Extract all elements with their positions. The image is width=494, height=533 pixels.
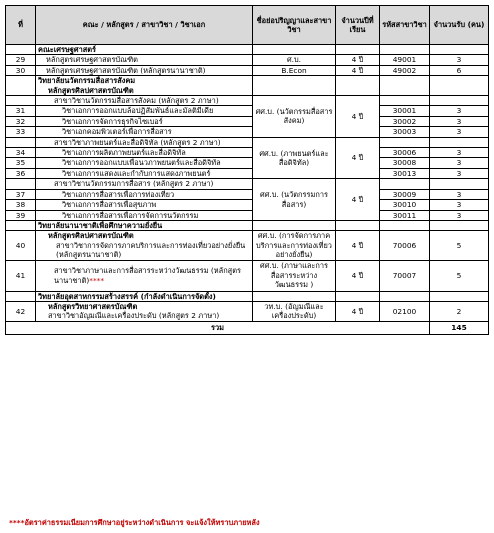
header-degree: ชื่อย่อปริญญาและสาขาวิชา [253,6,336,45]
years: 4 ปี [336,55,380,65]
table-row [6,231,489,260]
major-title: สาขาวิชานวัตกรรมสื่อสารสังคม (หลักสูตร 2 ภาษา) [36,96,253,106]
faculty-row-economics [6,45,489,55]
faculty-row-intl [6,220,489,230]
code: 30008 [380,158,430,168]
degree: ศศ.บ. (นวัตกรรมการสื่อสาร) [253,179,336,221]
table-row [6,260,489,291]
table-row [6,148,489,158]
table-row [6,158,489,168]
total-label: รวม [6,321,430,334]
footnote: ****อัตราค่าธรรมเนียมการศึกษาอยู่ระหว่างดำเนินการ จะแจ้งให้ทราบภายหลัง [9,518,260,527]
major-name: สาขาวิชาการจัดการภาคบริการและการท่องเที่ยวอย่างยั่งยืน (หลักสูตรนานาชาติ) [56,240,246,260]
years: 4 ปี [336,179,380,221]
degree: ศศ.บ. (นวัตกรรมสื่อสารสังคม) [253,96,336,138]
code: 30006 [380,148,430,158]
row-no: 29 [6,55,36,65]
seats: 5 [430,260,489,291]
years: 4 ปี [336,260,380,291]
faculty-name: วิทยาลัยนานาชาติเพื่อศึกษาความยั่งยืน [36,220,253,230]
code: 30002 [380,116,430,126]
minor-name: วิชาเอกการผลิตภาพยนตร์และสื่อดิจิทัล [36,148,253,158]
faculty-row-creative [6,291,489,301]
program-name: หลักสูตรศิลปศาสตรบัณฑิต [48,85,134,95]
footnote-marker: **** [89,275,105,285]
table-row [6,168,489,178]
total-row [6,321,489,334]
code: 49002 [380,65,430,75]
row-no: 40 [6,231,36,260]
program-name: หลักสูตรศิลปศาสตรบัณฑิต [48,231,134,241]
code: 30011 [380,210,430,220]
row-no: 36 [6,168,36,178]
code: 30010 [380,200,430,210]
header-program: คณะ / หลักสูตร / สาขาวิชา / วิชาเอก [36,6,253,45]
seats: 2 [430,301,489,321]
header-seats: จำนวนรับ (คน) [430,6,489,45]
major-name: สาขาวิชาอัญมณีและเครื่องประดับ (หลักสูตร 2 ภาษา) [48,311,220,321]
code: 70006 [380,231,430,260]
row-no: 34 [6,148,36,158]
minor-name: วิชาเอกการสื่อสารเพื่อสุขภาพ [36,200,253,210]
seats: 3 [430,106,489,116]
table-row [6,55,489,65]
row-no: 38 [6,200,36,210]
table-row [6,106,489,116]
major-title: สาขาวิชานวัตกรรมการสื่อสาร (หลักสูตร 2 ภาษา) [36,179,253,189]
subgroup-title-row [6,96,489,106]
total-value: 145 [430,321,489,334]
code: 30003 [380,127,430,137]
row-no: 41 [6,260,36,291]
code: 02100 [380,301,430,321]
table-row [6,127,489,137]
minor-name: วิชาเอกการสื่อสารเพื่อการท่องเที่ยว [36,189,253,199]
row-no: 32 [6,116,36,126]
row-no: 33 [6,127,36,137]
header-years: จำนวนปีที่เรียน [336,6,380,45]
degree: ศ.บ. [253,55,336,65]
admission-table [5,5,489,335]
years: 4 ปี [336,231,380,260]
minor-name: วิชาเอกการจัดการธุรกิจไซเบอร์ [36,116,253,126]
years: 4 ปี [336,301,380,321]
code: 30001 [380,106,430,116]
program-name: หลักสูตรเศรษฐศาสตรบัณฑิต [36,55,253,65]
table-row [6,200,489,210]
degree: ศศ.บ. (ภาษาและการสื่อสารระหว่างวัฒนธรรม ) [253,260,336,291]
code: 49001 [380,55,430,65]
major-name: สาขาวิชาภาษาและการสื่อสารระหว่างวัฒนธรรม (หลักสูตรนานาชาติ) [54,266,241,285]
table-row [6,301,489,321]
seats: 3 [430,210,489,220]
seats: 6 [430,65,489,75]
seats: 3 [430,127,489,137]
minor-name: วิชาเอกการสื่อสารเพื่อการจัดการนวัตกรรม [36,210,253,220]
program-name: หลักสูตรเศรษฐศาสตรบัณฑิต (หลักสูตรนานาชาติ) [36,65,253,75]
row-no: 39 [6,210,36,220]
degree: B.Econ [253,65,336,75]
seats: 5 [430,231,489,260]
code: 70007 [380,260,430,291]
seats: 3 [430,158,489,168]
code: 30009 [380,189,430,199]
table-row [6,189,489,199]
degree: ศศ.บ. (การจัดการภาคบริการและการท่องเที่ยวอย่างยั่งยืน) [253,231,336,260]
row-no: 42 [6,301,36,321]
minor-name: วิชาเอกคอมพิวเตอร์เพื่อการสื่อสาร [36,127,253,137]
seats: 3 [430,148,489,158]
years: 4 ปี [336,96,380,138]
faculty-row-comm [6,76,489,96]
faculty-name: คณะเศรษฐศาสตร์ [36,45,253,55]
minor-name: วิชาเอกการออกแบบล้อปฏิสัมพันธ์และมัลติมีเดีย [36,106,253,116]
table-row [6,210,489,220]
seats: 3 [430,116,489,126]
faculty-name: วิทยาลัยอุตสาหกรรมสร้างสรรค์ (กำลังดำเนินการจัดตั้ง) [36,291,253,301]
years: 4 ปี [336,65,380,75]
admission-table-sheet [5,5,488,335]
header-no: ที่ [6,6,36,45]
subgroup-title-row [6,179,489,189]
row-no: 31 [6,106,36,116]
table-header-row [6,6,489,45]
minor-name: วิชาเอกการออกแบบเพื่อนวภาพยนตร์และสื่อดิจิทัล [36,158,253,168]
table-row [6,65,489,75]
code: 30013 [380,168,430,178]
seats: 3 [430,189,489,199]
degree: ศศ.บ. (ภาพยนตร์และสื่อดิจิทัล) [253,137,336,179]
degree: วท.บ. (อัญมณีและเครื่องประดับ) [253,301,336,321]
minor-name: วิชาเอกการแสดงและกำกับการแสดงภาพยนตร์ [36,168,253,178]
subgroup-title-row [6,137,489,147]
program-name: หลักสูตรวิทยาศาสตรบัณฑิต [48,301,138,311]
years: 4 ปี [336,137,380,179]
major-title: สาขาวิชาภาพยนตร์และสื่อดิจิทัล (หลักสูตร 2 ภาษา) [36,137,253,147]
seats: 3 [430,168,489,178]
seats: 3 [430,200,489,210]
seats: 3 [430,55,489,65]
faculty-name: วิทยาลัยนวัตกรรมสื่อสารสังคม [38,76,136,86]
row-no: 30 [6,65,36,75]
row-no: 35 [6,158,36,168]
table-row [6,116,489,126]
header-code: รหัสสาขาวิชา [380,6,430,45]
row-no: 37 [6,189,36,199]
